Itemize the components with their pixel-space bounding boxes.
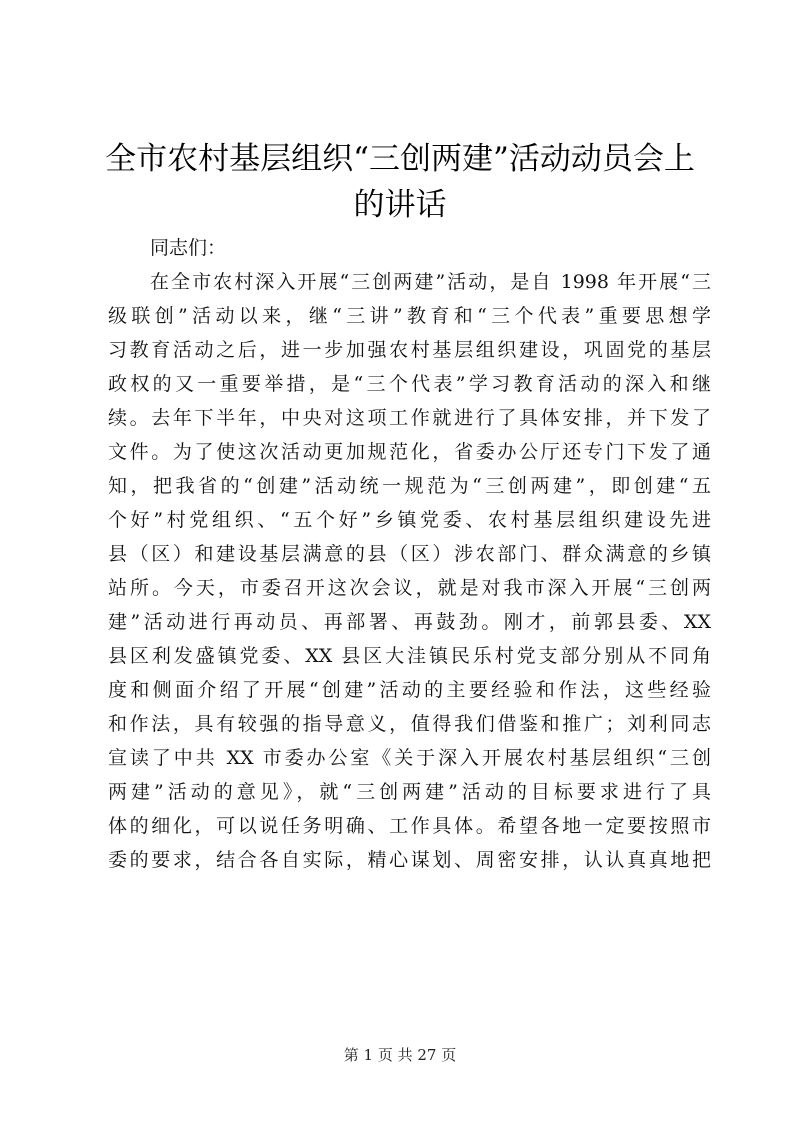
document-title [100,136,700,228]
body-paragraph [108,265,711,877]
paragraph-line: 级联创”活动以来，继“三讲”教育和“三个代表”重要思想学 [108,305,711,327]
page-footer [0,1044,800,1066]
salutation: 同志们： [150,237,227,259]
paragraph-line: 宣读了中共 XX 市委办公室《关于深入开展农村基层组织“三创 [108,747,711,769]
paragraph-line: 县（区）和建设基层满意的县（区）涉农部门、群众满意的乡镇 [108,543,711,565]
paragraph-line: 续。去年下半年，中央对这项工作就进行了具体安排，并下发了 [108,407,711,429]
paragraph-line: 政权的又一重要举措，是“三个代表”学习教育活动的深入和继 [108,373,711,395]
paragraph-line: 建”活动进行再动员、再部署、再鼓劲。刚才，前郭县委、XX [108,611,711,633]
page-number: 第 1 页 共 27 页 [343,1046,457,1064]
paragraph-line: 知，把我省的“创建”活动统一规范为“三创两建”，即创建“五 [108,475,711,497]
paragraph-line: 体的细化，可以说任务明确、工作具体。希望各地一定要按照市 [108,815,711,837]
paragraph-line: 站所。今天，市委召开这次会议，就是对我市深入开展“三创两 [108,577,711,599]
paragraph-line: 和作法，具有较强的指导意义，值得我们借鉴和推广；刘利同志 [108,713,711,735]
title-line-1: 全市农村基层组织“三创两建”活动动员会上 [105,141,695,177]
paragraph-line: 文件。为了使这次活动更加规范化，省委办公厅还专门下发了通 [108,441,711,463]
paragraph-line: 度和侧面介绍了开展“创建”活动的主要经验和作法，这些经验 [108,679,711,701]
paragraph-line: 县区利发盛镇党委、XX 县区大洼镇民乐村党支部分别从不同角 [108,645,711,667]
paragraph-line: 习教育活动之后，进一步加强农村基层组织建设，巩固党的基层 [108,339,711,361]
paragraph-line: 在全市农村深入开展“三创两建”活动，是自 1998 年开展“三 [150,271,711,293]
document-body [108,231,711,877]
title-line-2: 的讲话 [353,187,447,223]
paragraph-line: 两建”活动的意见》，就“三创两建”活动的目标要求进行了具 [108,781,711,803]
paragraph-line: 个好”村党组织、“五个好”乡镇党委、农村基层组织建设先进 [108,509,711,531]
paragraph-line: 委的要求，结合各自实际，精心谋划、周密安排，认认真真地把 [108,849,711,871]
